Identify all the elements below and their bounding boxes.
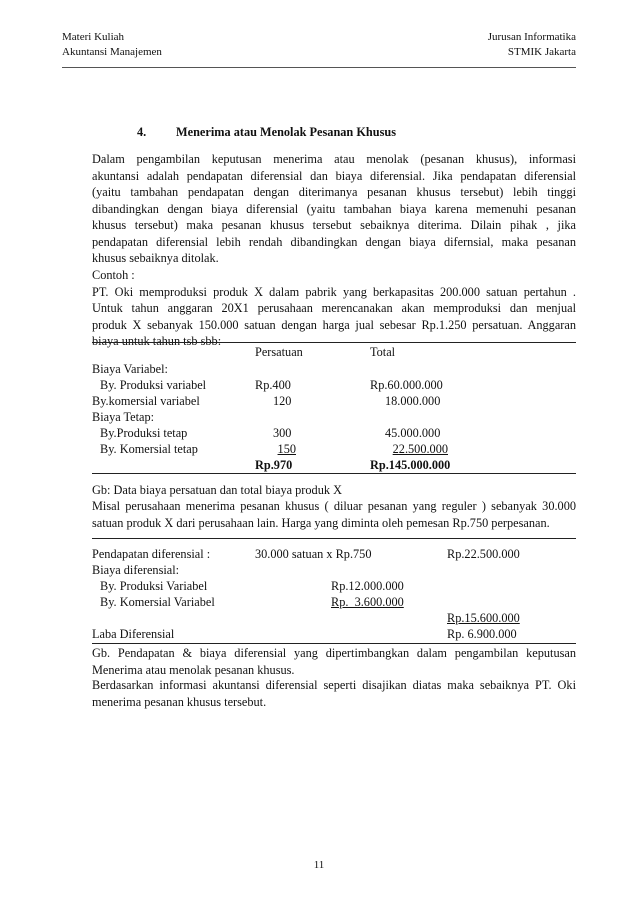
intro-line: pendapatan diferensial lebih rendah dibandingkan dengan biaya difernsial, maka pesanan [92, 234, 576, 249]
cost-table-caption: Gb: Data biaya persatuan dan total biaya produk X [92, 483, 342, 497]
offer-line: satuan produk X dari perusahaan lain. Harga yang diminta oleh pemesan Rp.750 perpesanan. [92, 515, 550, 530]
row-total: 22.500.000 [392, 442, 448, 456]
table-bottom-rule [92, 473, 576, 474]
total-unit: Rp.970 [255, 458, 293, 472]
prod-label: By. Produksi Variabel [100, 579, 208, 593]
revenue-calc: 30.000 satuan x Rp.750 [255, 547, 372, 561]
row-unit: Rp.400 [255, 378, 291, 392]
header-left-line1: Materi Kuliah [62, 31, 125, 43]
comm-amount: Rp. 3.600.000 [331, 595, 404, 609]
row-unit: 120 [273, 394, 292, 408]
diff-caption-line: Menerima atau menolak pesanan khusus. [92, 662, 295, 677]
intro-line: (yaitu tambahan pendapatan dengan diterimanya pesanan khusus tersebut) lebih tinggi [92, 185, 576, 199]
comm-label: By. Komersial Variabel [100, 595, 215, 609]
total-total: Rp.145.000.000 [370, 458, 451, 472]
example-line: produk X sebanyak 150.000 satuan dengan harga jual sebesar Rp.1.250 persatuan. Anggaran [92, 317, 576, 332]
row-total: Rp.60.000.000 [370, 378, 443, 392]
page-number: 11 [313, 859, 325, 871]
intro-line: akuntansi adalah pendapatan diferensial dan biaya diferensial. Jika pendapatan diferensial [92, 168, 576, 183]
diff-table-top-rule [92, 538, 576, 539]
intro-line: Dalam pengambilan keputusan menerima atau menolak (pesanan khusus), informasi [92, 152, 576, 166]
row-unit: 150 [277, 442, 296, 456]
row-label: By.Produksi tetap [100, 426, 188, 440]
diff-caption [92, 645, 576, 678]
header-left-line2: Akuntansi Manajemen [62, 46, 162, 58]
row-label: By. Komersial tetap [100, 442, 198, 456]
cost-total: Rp.15.600.000 [447, 611, 520, 625]
row-unit: 300 [273, 426, 292, 440]
section-number: 4. [137, 125, 147, 139]
offer-paragraph [92, 498, 576, 531]
col-header-unit: Persatuan [255, 345, 303, 359]
section-title: Menerima atau Menolak Pesanan Khusus [176, 125, 396, 139]
example-line: biaya untuk tahun tsb sbb: [92, 334, 222, 348]
intro-line: khusus tersebut) maka pesanan khusus tersebut sebaiknya diterima. Dilain pihak , jika [92, 218, 576, 232]
row-label: By.komersial variabel [92, 394, 200, 408]
table-top-rule [92, 342, 576, 343]
conclusion-line: menerima pesanan khusus tersebut. [92, 694, 267, 709]
col-header-total: Total [370, 345, 396, 359]
conclusion-line: Berdasarkan informasi akuntansi diferensial seperti disajikan diatas maka sebaiknya PT. Oki [92, 678, 576, 692]
example-line: PT. Oki memproduksi produk X dalam pabrik yang berkapasitas 200.000 satuan pertahun . [92, 284, 576, 299]
conclusion-paragraph [92, 677, 576, 710]
intro-line: dibandingkan dengan biaya diferensial (yaitu tambahan biaya karena memenuhi pesanan [92, 201, 576, 216]
row-label: Biaya Variabel: [92, 362, 168, 376]
profit-label: Laba Diferensial [92, 627, 175, 641]
header-right-line2: STMIK Jakarta [507, 46, 576, 58]
row-total: 45.000.000 [385, 426, 441, 440]
example-line: Untuk tahun anggaran 20X1 perusahaan merencanakan akan memproduksi dan menjual [92, 301, 576, 315]
revenue-amount: Rp.22.500.000 [447, 547, 520, 561]
cost-label: Biaya diferensial: [92, 563, 180, 577]
intro-line: khusus sebaiknya ditolak. [92, 251, 219, 265]
profit-amount: Rp. 6.900.000 [447, 627, 517, 641]
header-divider [62, 67, 576, 68]
offer-line: Misal perusahaan menerima pesanan khusus ( diluar pesanan yang reguler ) sebanyak 30.000 [92, 499, 576, 513]
example-paragraph [92, 267, 576, 350]
diff-caption-line: Gb. Pendapatan & biaya diferensial yang dipertimbangkan dalam pengambilan keputusan [92, 646, 576, 660]
row-total: 18.000.000 [385, 394, 441, 408]
example-label: Contoh : [92, 268, 135, 282]
revenue-label: Pendapatan diferensial : [92, 547, 211, 561]
diff-table-bottom-rule [92, 643, 576, 644]
row-label: By. Produksi variabel [100, 378, 207, 392]
row-label: Biaya Tetap: [92, 410, 155, 424]
header-right-line1: Jurusan Informatika [487, 31, 576, 43]
intro-paragraph [92, 151, 576, 267]
prod-amount: Rp.12.000.000 [331, 579, 404, 593]
